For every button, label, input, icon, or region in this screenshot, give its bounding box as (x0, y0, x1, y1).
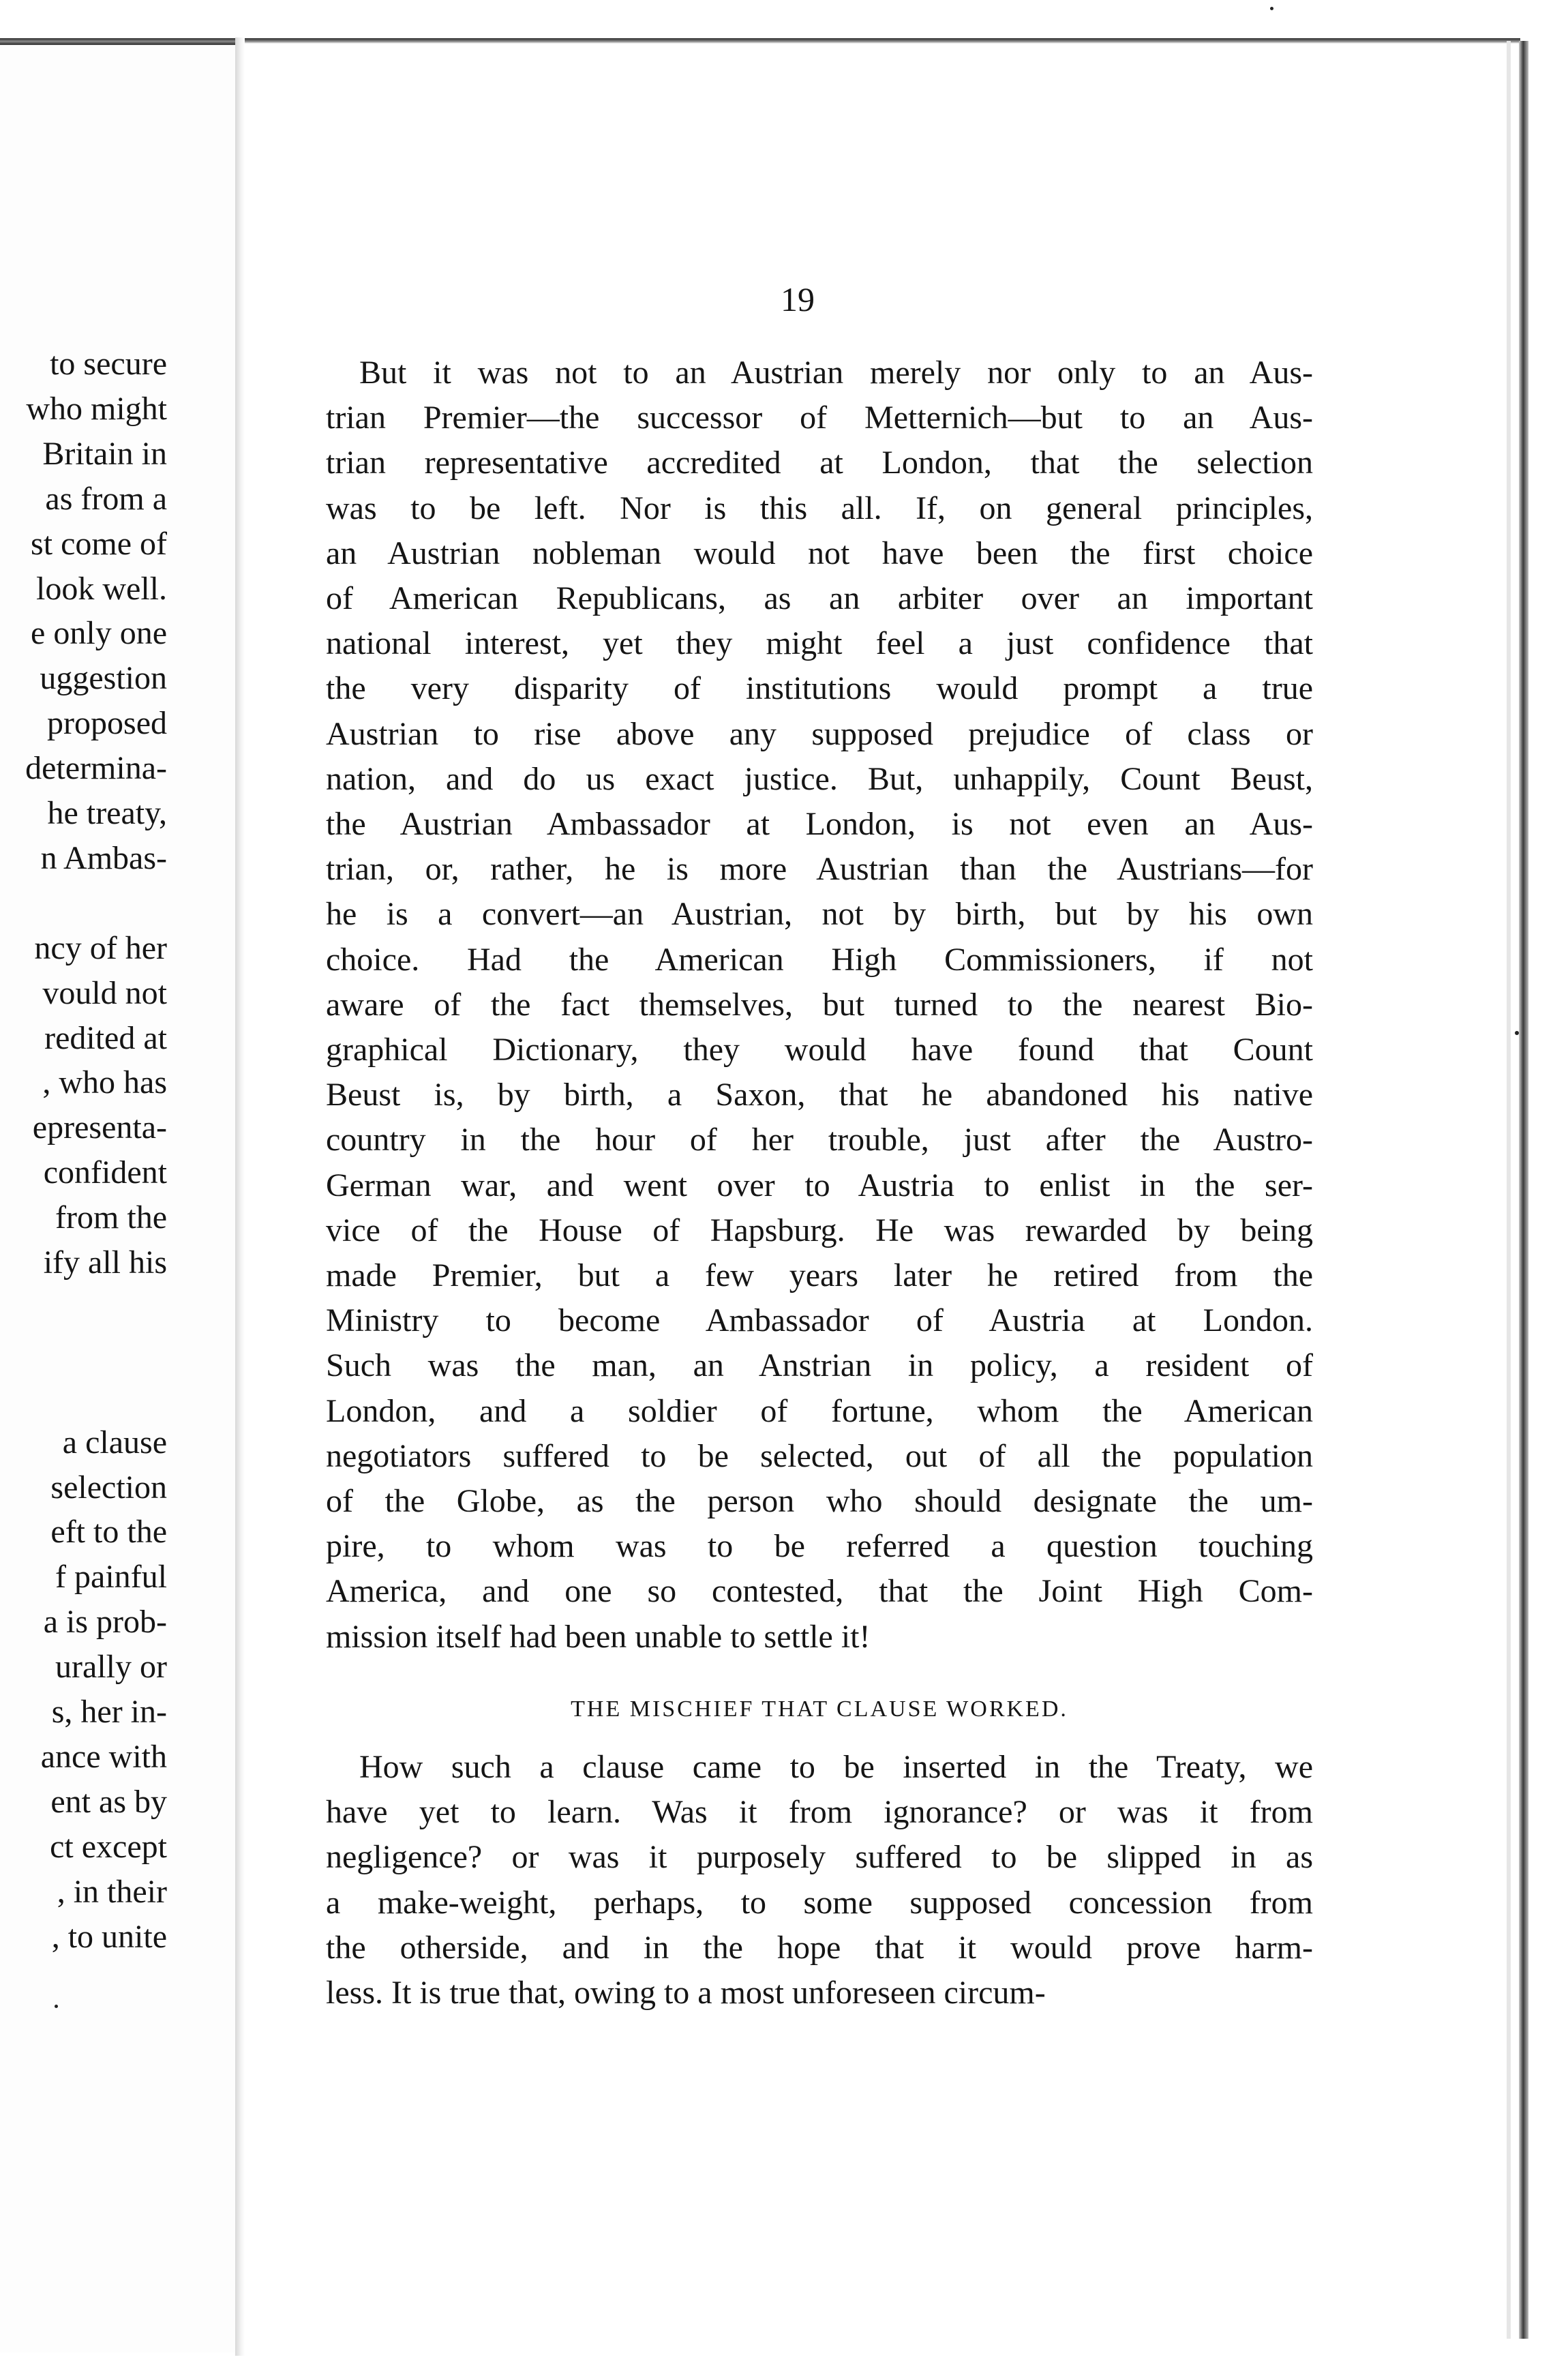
text-line: national interest, yet they might feel a just confidence that (326, 625, 1313, 662)
facing-page-line: look well. (36, 570, 167, 607)
facing-page-line: ncy of her (34, 929, 167, 966)
text-line: a make-weight, perhaps, to some supposed concession from (326, 1884, 1313, 1921)
facing-page-fragment (0, 41, 235, 2352)
text-line: less. It is true that, owing to a most unforeseen circum- (326, 1975, 1046, 2011)
text-line: was to be left. Nor is this all. If, on general principles, (326, 490, 1313, 526)
text-line: the Austrian Ambassador at London, is not even an Aus- (326, 806, 1313, 842)
text-line: Austrian to rise above any supposed prejudice of class or (326, 715, 1313, 752)
facing-page-line: n Ambas- (40, 839, 167, 876)
text-line: But it was not to an Austrian merely nor only to an Aus- (359, 355, 1313, 391)
facing-page-line: , who has (42, 1064, 167, 1101)
text-line: aware of the fact themselves, but turned to the nearest Bio- (326, 986, 1313, 1023)
text-line: graphical Dictionary, they would have found that Count (326, 1032, 1313, 1068)
facing-page-line: Britain in (42, 435, 167, 472)
facing-page-line: to secure (50, 346, 167, 382)
text-line: made Premier, but a few years later he retired from the (326, 1257, 1313, 1293)
section-heading: THE MISCHIEF THAT CLAUSE WORKED. (571, 1696, 1068, 1722)
facing-page-line: eft to the (50, 1514, 167, 1551)
facing-page-line: ct except (50, 1828, 167, 1865)
text-line: German war, and went over to Austria to enlist in the ser- (326, 1167, 1313, 1203)
text-line: Ministry to become Ambassador of Austria at London. (326, 1302, 1313, 1339)
facing-page-line: redited at (44, 1019, 167, 1056)
text-line: choice. Had the American High Commissioners, if not (326, 941, 1313, 978)
text-line: of the Globe, as the person who should designate the um- (326, 1483, 1313, 1519)
text-line: country in the hour of her trouble, just after the Austro- (326, 1122, 1313, 1158)
text-line: America, and one so contested, that the Joint High Com- (326, 1573, 1313, 1610)
text-line: the very disparity of institutions would prompt a true (326, 670, 1313, 707)
facing-page-line: ent as by (50, 1783, 167, 1820)
facing-page-line: , to unite (51, 1918, 167, 1955)
facing-page-line: proposed (47, 705, 167, 742)
text-line: negligence? or was it purposely suffered to be slipped in as (326, 1839, 1313, 1876)
text-line: an Austrian nobleman would not have been the first choice (326, 535, 1313, 571)
text-line: have yet to learn. Was it from ignorance? or was it from (326, 1794, 1313, 1831)
scan-speck (55, 2005, 58, 2008)
text-line: mission itself had been unable to settle it! (326, 1618, 871, 1655)
text-line: nation, and do us exact justice. But, unhappily, Count Beust, (326, 760, 1313, 797)
text-line: vice of the House of Hapsburg. He was rewarded by being (326, 1212, 1313, 1248)
page-number: 19 (781, 280, 815, 318)
facing-page-line: a clause (62, 1424, 167, 1461)
scan-speck (1270, 7, 1273, 10)
text-line: trian representative accredited at London, that the selection (326, 445, 1313, 481)
page-top-shadow (0, 38, 1520, 44)
facing-page-line: uggestion (40, 660, 167, 697)
facing-page-line: st come of (31, 525, 167, 562)
facing-page-line: selection (50, 1469, 167, 1506)
facing-page-line: ify all his (43, 1244, 167, 1281)
facing-page-line: vould not (42, 974, 167, 1011)
text-line: pire, to whom was to be referred a question touching (326, 1528, 1313, 1565)
facing-page-line: ance with (40, 1738, 167, 1775)
facing-page-line: s, her in- (51, 1694, 167, 1730)
facing-page-line: epresenta- (32, 1109, 167, 1146)
text-line: trian Premier—the successor of Metternich—but to an Aus- (326, 400, 1313, 436)
facing-page-line: f painful (55, 1559, 167, 1596)
text-line: of American Republicans, as an arbiter over an important (326, 580, 1313, 616)
facing-page-line: he treaty, (47, 795, 167, 831)
facing-page-line: e only one (31, 615, 167, 652)
facing-page-line: , in their (57, 1873, 167, 1910)
facing-page-line: a is prob- (43, 1604, 167, 1641)
scan-speck (1515, 1031, 1519, 1035)
facing-page-line: urally or (55, 1649, 167, 1686)
text-line: negotiators suffered to be selected, out of all the population (326, 1437, 1313, 1474)
book-gutter (235, 38, 245, 2356)
facing-page-line: from the (55, 1199, 167, 1236)
facing-page-line: who might (26, 390, 167, 427)
text-line: Such was the man, an Anstrian in policy, a resident of (326, 1347, 1313, 1384)
text-line: the otherside, and in the hope that it would prove harm- (326, 1929, 1313, 1966)
text-line: trian, or, rather, he is more Austrian than the Austrians—for (326, 851, 1313, 888)
text-line: he is a convert—an Austrian, not by birth, but by his own (326, 896, 1313, 933)
text-line: How such a clause came to be inserted in the Treaty, we (359, 1749, 1313, 1785)
text-line: London, and a soldier of fortune, whom the American (326, 1392, 1313, 1429)
facing-page-line: determina- (25, 750, 167, 787)
facing-page-line: as from a (45, 480, 167, 517)
page-right-edge (1519, 41, 1528, 2339)
page-edge-highlight (1507, 41, 1511, 2339)
facing-page-line: confident (43, 1154, 167, 1191)
text-line: Beust is, by birth, a Saxon, that he abandoned his native (326, 1077, 1313, 1113)
